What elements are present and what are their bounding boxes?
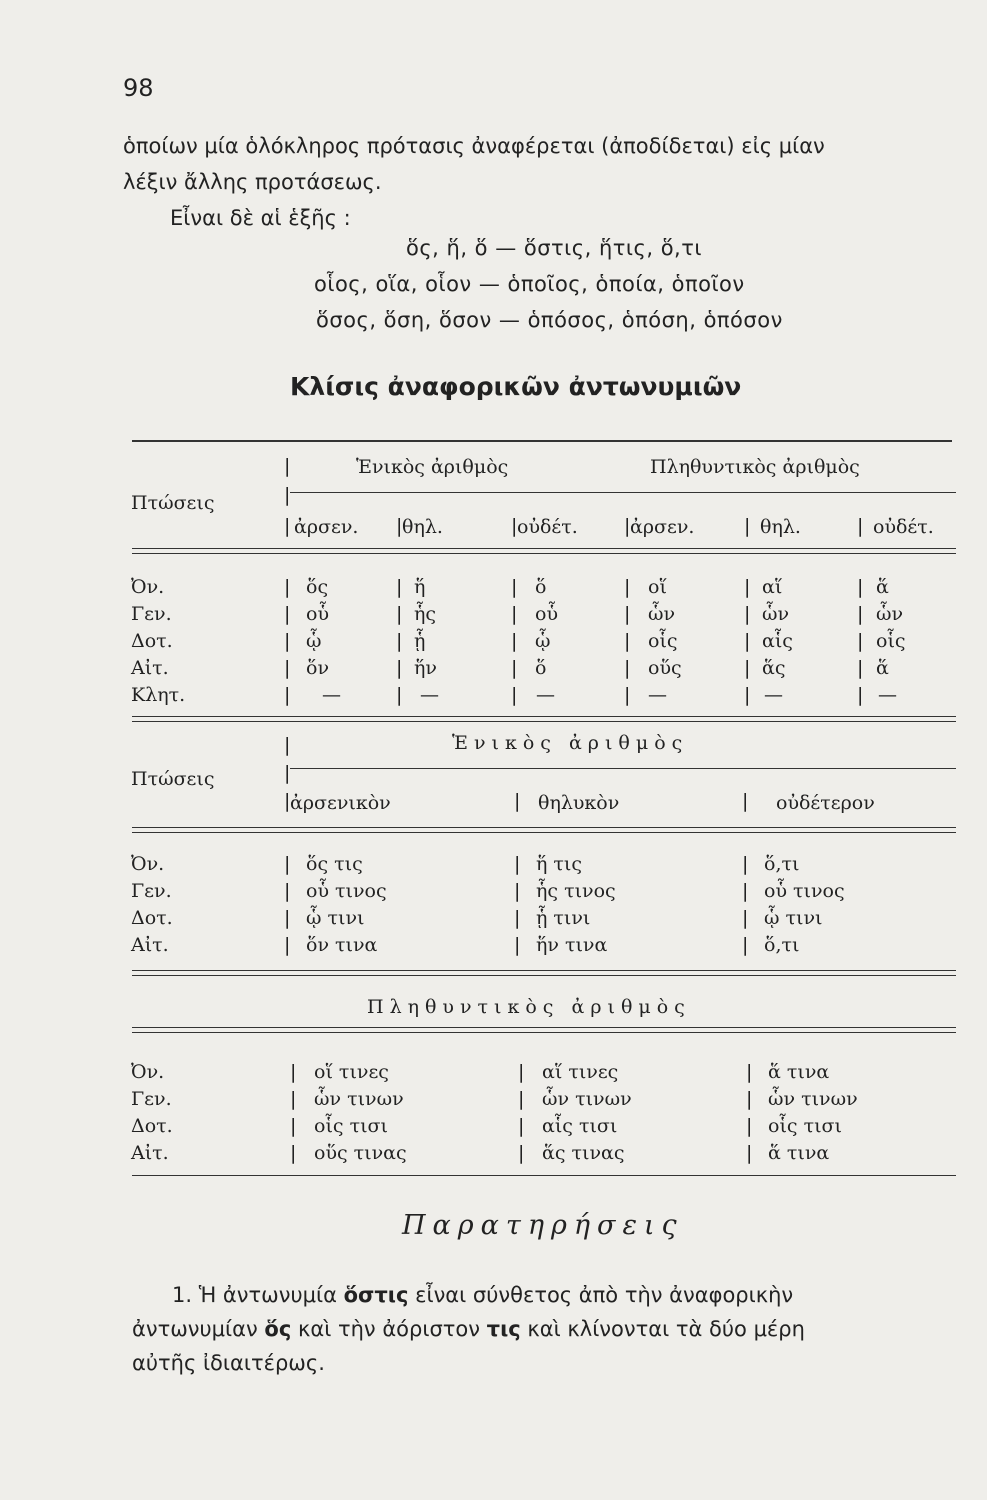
table-cell: — (420, 684, 439, 706)
case-label: Γεν. (131, 880, 172, 902)
gender-header: οὐδέτ. (517, 516, 578, 538)
table-cell: ὧν (762, 603, 790, 625)
table-cell: ὧν (648, 603, 676, 625)
table-cell: αἷς τισι (542, 1115, 618, 1137)
table-cell: ᾗ (414, 630, 426, 652)
table-cell: ὅ (535, 576, 547, 598)
table-cell: — (648, 684, 667, 706)
table-cell: οὕς (648, 657, 682, 679)
table-cell: ἧς (414, 603, 437, 625)
table-cell: ὅς (306, 576, 329, 598)
table-cell: οὗ (306, 603, 329, 625)
gender-header: ἀρσεν. (630, 516, 695, 538)
section-heading: Κλίσις ἀναφορικῶν ἀντωνυμιῶν (290, 372, 742, 401)
singular-header: Ἑνικὸς ἀριθμὸς (356, 456, 509, 478)
forms-row-3: ὅσος, ὅση, ὅσον — ὁπόσος, ὁπόση, ὁπόσον (316, 308, 783, 332)
table-cell: οἷς τισι (768, 1115, 842, 1137)
rule (290, 768, 956, 769)
table-cell: ἥ τις (536, 853, 583, 875)
intro-line-2: λέξιν ἄλλης προτάσεως. (123, 170, 382, 194)
table-cell: — (322, 684, 341, 706)
rule (132, 1027, 956, 1028)
table-cell: οἷς (648, 630, 678, 652)
table-cell: ᾧ (306, 630, 322, 652)
table-cell: — (878, 684, 897, 706)
cases-header: Πτώσεις (131, 768, 215, 790)
case-label: Γεν. (131, 603, 172, 625)
table-cell: οὗ (535, 603, 558, 625)
page-number: 98 (123, 74, 154, 102)
gender-header: ἀρσεν. (294, 516, 359, 538)
rule (132, 970, 956, 971)
table-cell: ἅ τινα (768, 1061, 830, 1083)
case-label: Κλητ. (131, 684, 186, 706)
table-cell: ἅ τινα (768, 1142, 830, 1164)
rule (132, 716, 956, 717)
table-cell: οὗ τινος (306, 880, 387, 902)
table-cell: ὅν (306, 657, 329, 679)
rule (132, 721, 956, 722)
table-cell: οὗ τινος (764, 880, 845, 902)
table-cell: ἥν (414, 657, 437, 679)
table-cell: αἵ τινες (542, 1061, 619, 1083)
rule (132, 832, 956, 833)
table-cell: ὧν (876, 603, 904, 625)
table-cell: ἅς (762, 657, 786, 679)
intro-line-1: ὁποίων μία ὁλόκληρος πρότασις ἀναφέρεται (ἀποδίδεται) εἰς μίαν (123, 134, 825, 158)
table-cell: ὅ (535, 657, 547, 679)
table-cell: οἵ (648, 576, 667, 598)
rule (132, 1032, 956, 1033)
plural-header: Πληθυντικὸς ἀριθμὸς (650, 456, 860, 478)
table-cell: ὅν τινα (306, 934, 378, 956)
gender-header: ἀρσενικὸν (290, 792, 391, 814)
table-cell: — (536, 684, 555, 706)
table-cell: ὧν τινων (768, 1088, 858, 1110)
table-cell: ἅ (876, 657, 889, 679)
table-cell: ἅς τινας (542, 1142, 625, 1164)
rule (290, 492, 956, 493)
case-label: Αἰτ. (131, 1142, 169, 1164)
forms-row-1: ὅς, ἥ, ὅ — ὅστις, ἥτις, ὅ,τι (406, 236, 702, 260)
forms-row-2: οἷος, οἵα, οἷον — ὁποῖος, ὁποία, ὁποῖον (314, 272, 745, 296)
table-cell: ᾗ τινι (536, 907, 591, 929)
note-line-3: αὐτῆς ἰδιαιτέρως. (132, 1351, 325, 1375)
gender-header: θηλ. (760, 516, 801, 538)
observations-title: Παρατηρήσεις (402, 1210, 684, 1241)
table-cell: — (764, 684, 783, 706)
table-cell: ὅς τις (306, 853, 363, 875)
rule (132, 440, 952, 442)
case-label: Ὀν. (131, 853, 165, 875)
rule (132, 975, 956, 976)
table-cell: ἅ (876, 576, 889, 598)
table-cell: ᾧ (535, 630, 551, 652)
table-cell: αἵ (762, 576, 783, 598)
plural-header: Πληθυντικὸς ἀριθμὸς (367, 996, 691, 1018)
case-label: Ὀν. (131, 576, 165, 598)
case-label: Αἰτ. (131, 934, 169, 956)
case-label: Δοτ. (131, 1115, 173, 1137)
table-cell: ᾧ τινι (306, 907, 365, 929)
table-cell: ὧν τινων (542, 1088, 632, 1110)
table-cell: οἵ τινες (314, 1061, 389, 1083)
gender-header: οὐδέτ. (873, 516, 934, 538)
table-cell: ὅ,τι (764, 934, 800, 956)
table-cell: ἥ (414, 576, 426, 598)
rule (132, 827, 956, 828)
table-cell: ὅ,τι (764, 853, 800, 875)
book-page: 98 ὁποίων μία ὁλόκληρος πρότασις ἀναφέρεται (ἀποδίδεται) εἰς μίαν λέξιν ἄλλης προτάσεως. Εἶναι δὲ αἱ ἑξῆς : ὅς, ἥ, ὅ — ὅστις, ἥτις, ὅ,τι οἷος, οἵα, οἷον — ὁποῖος, ὁποία, ὁποῖον ὅσος, ὅση, ὅσον — ὁπόσος, ὁπόση, ὁπόσον Κλίσις ἀναφορικῶν ἀντωνυμιῶν Πτώσεις | Ἑνικὸς ἀριθμὸς Πληθυντικὸς ἀριθμὸς | | ἀρσεν. | θηλ. | οὐδέτ. | ἀρσεν. | θηλ. | οὐδέτ. Ὀν. Γεν. Δοτ. Αἰτ. Κλητ. | | | | | | | | | | | | | | | | | | | | | | | | | | | | | | ὅς ἥ ὅ οἵ αἵ ἅ οὗ ἧς οὗ ὧν ὧν ὧν ᾧ ᾗ ᾧ οἷς αἷς οἷς ὅν ἥν ὅ οὕς ἅς ἅ — — — — — — Πτώσεις | Ἑνικὸς ἀριθμὸς | | ἀρσενικὸν | θηλυκὸν | οὐδέτερον Ὀν. Γεν. Δοτ. Αἰτ. | | | | | | | | | | | | ὅς τις ἥ τις ὅ,τι οὗ τινος ἧς τινος οὗ τινος ᾧ τινι ᾗ τινι ᾧ τινι ὅν τινα ἥν τινα ὅ,τι Πληθυντικὸς ἀριθμὸς Ὀν. Γεν. Δοτ. Αἰτ. | | | | | | | | | | | | οἵ τινες αἵ τινες ἅ τινα ὧν τινων ὧν τινων ὧν τινων οἷς τισι αἷς τισι οἷς τισι οὕς τινας ἅς τινας ἅ τινα Παρατηρήσεις 1. Ἡ ἀντωνυμία ὅστις εἶναι σύνθετος ἀπὸ τὴν ἀναφορικὴν ἀντωνυμίαν ὅς καὶ τὴν ἀόριστον τις καὶ κλίνονται τὰ δύο μέρη αὐτῆς ἰδιαιτέρως. (0, 0, 987, 1500)
case-label: Δοτ. (131, 907, 173, 929)
gender-header: θηλ. (402, 516, 443, 538)
table-cell: αἷς (762, 630, 793, 652)
note-line-1: 1. Ἡ ἀντωνυμία ὅστις εἶναι σύνθετος ἀπὸ τὴν ἀναφορικὴν (172, 1283, 794, 1307)
table-cell: ὧν τινων (314, 1088, 404, 1110)
intro-line-3: Εἶναι δὲ αἱ ἑξῆς : (170, 206, 351, 230)
note-line-2: ἀντωνυμίαν ὅς καὶ τὴν ἀόριστον τις καὶ κλίνονται τὰ δύο μέρη (132, 1317, 805, 1341)
rule (132, 1175, 956, 1176)
table-cell: οἷς (876, 630, 906, 652)
table-cell: οὕς τινας (314, 1142, 407, 1164)
case-label: Ὀν. (131, 1061, 165, 1083)
table-cell: οἷς τισι (314, 1115, 388, 1137)
table-cell: ἥν τινα (536, 934, 608, 956)
gender-header: θηλυκὸν (538, 792, 620, 814)
rule (132, 553, 956, 554)
cases-header: Πτώσεις (131, 492, 215, 514)
gender-header: οὐδέτερον (776, 792, 875, 814)
table-cell: ἧς τινος (536, 880, 616, 902)
case-label: Δοτ. (131, 630, 173, 652)
singular-header: Ἑνικὸς ἀριθμὸς (452, 732, 689, 754)
table-cell: ᾧ τινι (764, 907, 823, 929)
case-label: Γεν. (131, 1088, 172, 1110)
rule (132, 548, 956, 549)
case-label: Αἰτ. (131, 657, 169, 679)
